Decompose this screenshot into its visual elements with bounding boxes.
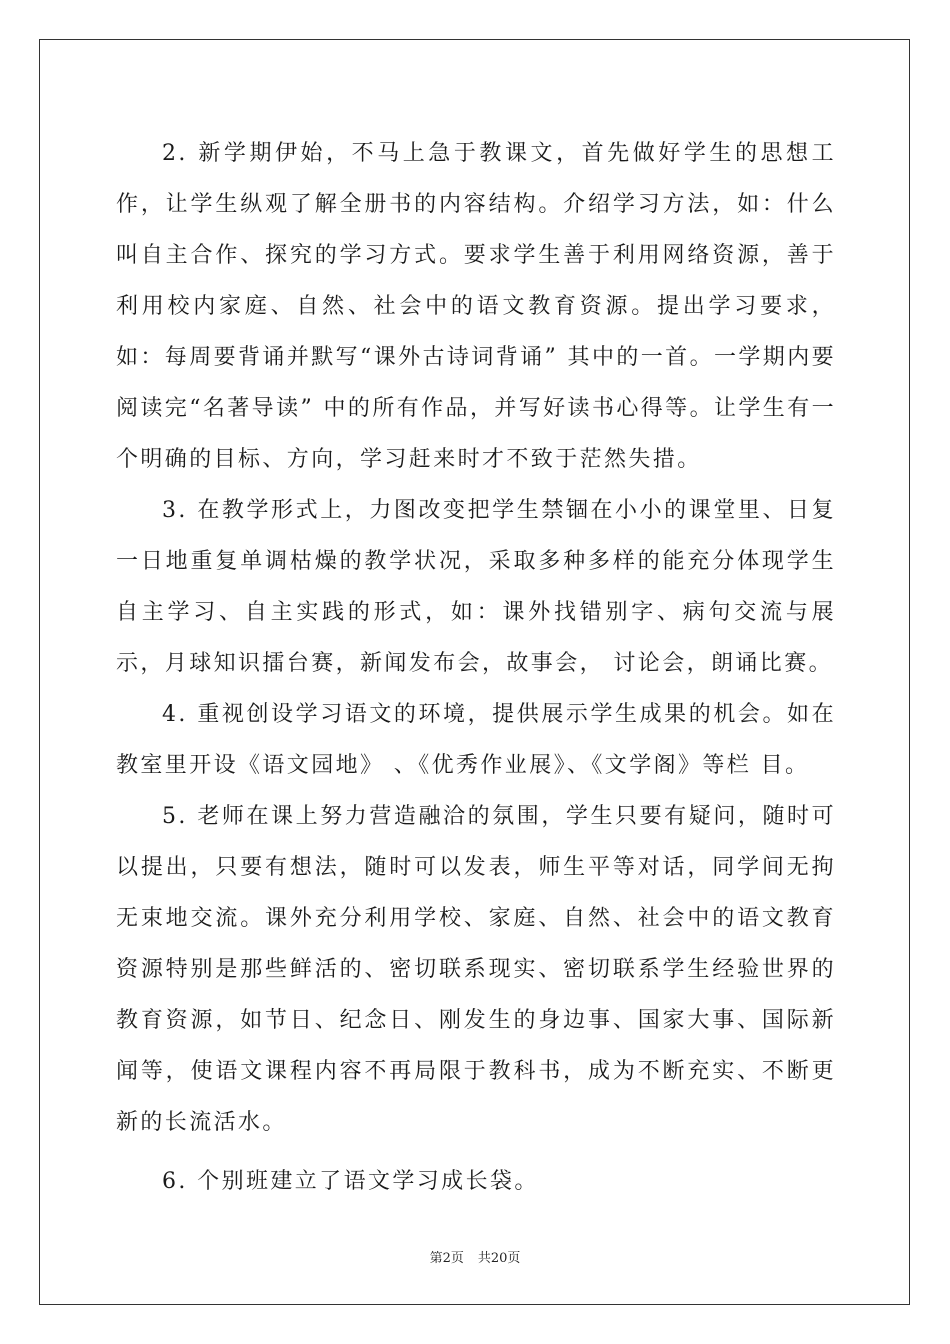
page-total: 共20页 [477,1251,521,1266]
paragraph-3: 3. 在教学形式上，力图改变把学生禁锢在小小的课堂里、日复一日地重复单调枯燥的教学状况，采取多种多样的能充分体现学生自主学习、自主实践的形式，如：课外找错别字、病句交流与展示，月球知识擂台赛，新闻发布会，故事会， 讨论会，朗诵比赛。 [116,498,836,676]
page-footer [0,1247,950,1266]
paragraph-6: 6. 个别班建立了语文学习成长袋。 [162,1169,539,1194]
page-number: 第2页 [429,1251,464,1266]
paragraph-2: 2. 新学期伊始，不马上急于教课文，首先做好学生的思想工作，让学生纵观了解全册书的内容结构。介绍学习方法，如：什么叫自主合作、探究的学习方式。要求学生善于利用网络资源，善于利用校内家庭、自然、社会中的语文教育资源。提出学习要求，如：每周要背诵并默写“课外古诗词背诵” 其中的一首。一学期内要阅读完“名著导读” 中的所有作品，并写好读书心得等。让学生有一个明确的目标、方向，学习赶来时才不致于茫然失措。 [116,141,836,472]
paragraph-5: 5. 老师在课上努力营造融洽的氛围，学生只要有疑问，随时可以提出，只要有想法，随时可以发表，师生平等对话，同学间无拘无束地交流。课外充分利用学校、家庭、自然、社会中的语文教育资源特别是那些鲜活的、密切联系现实、密切联系学生经验世界的教育资源，如节日、纪念日、刚发生的身边事、国家大事、国际新闻等，使语文课程内容不再局限于教科书，成为不断充实、不断更新的长流活水。 [116,804,836,1135]
document-body [116,128,836,1207]
paragraph-4: 4. 重视创设学习语文的环境，提供展示学生成果的机会。如在教室里开设《语文园地》 、《优秀作业展》、《文学阁》等栏 目。 [116,702,836,778]
